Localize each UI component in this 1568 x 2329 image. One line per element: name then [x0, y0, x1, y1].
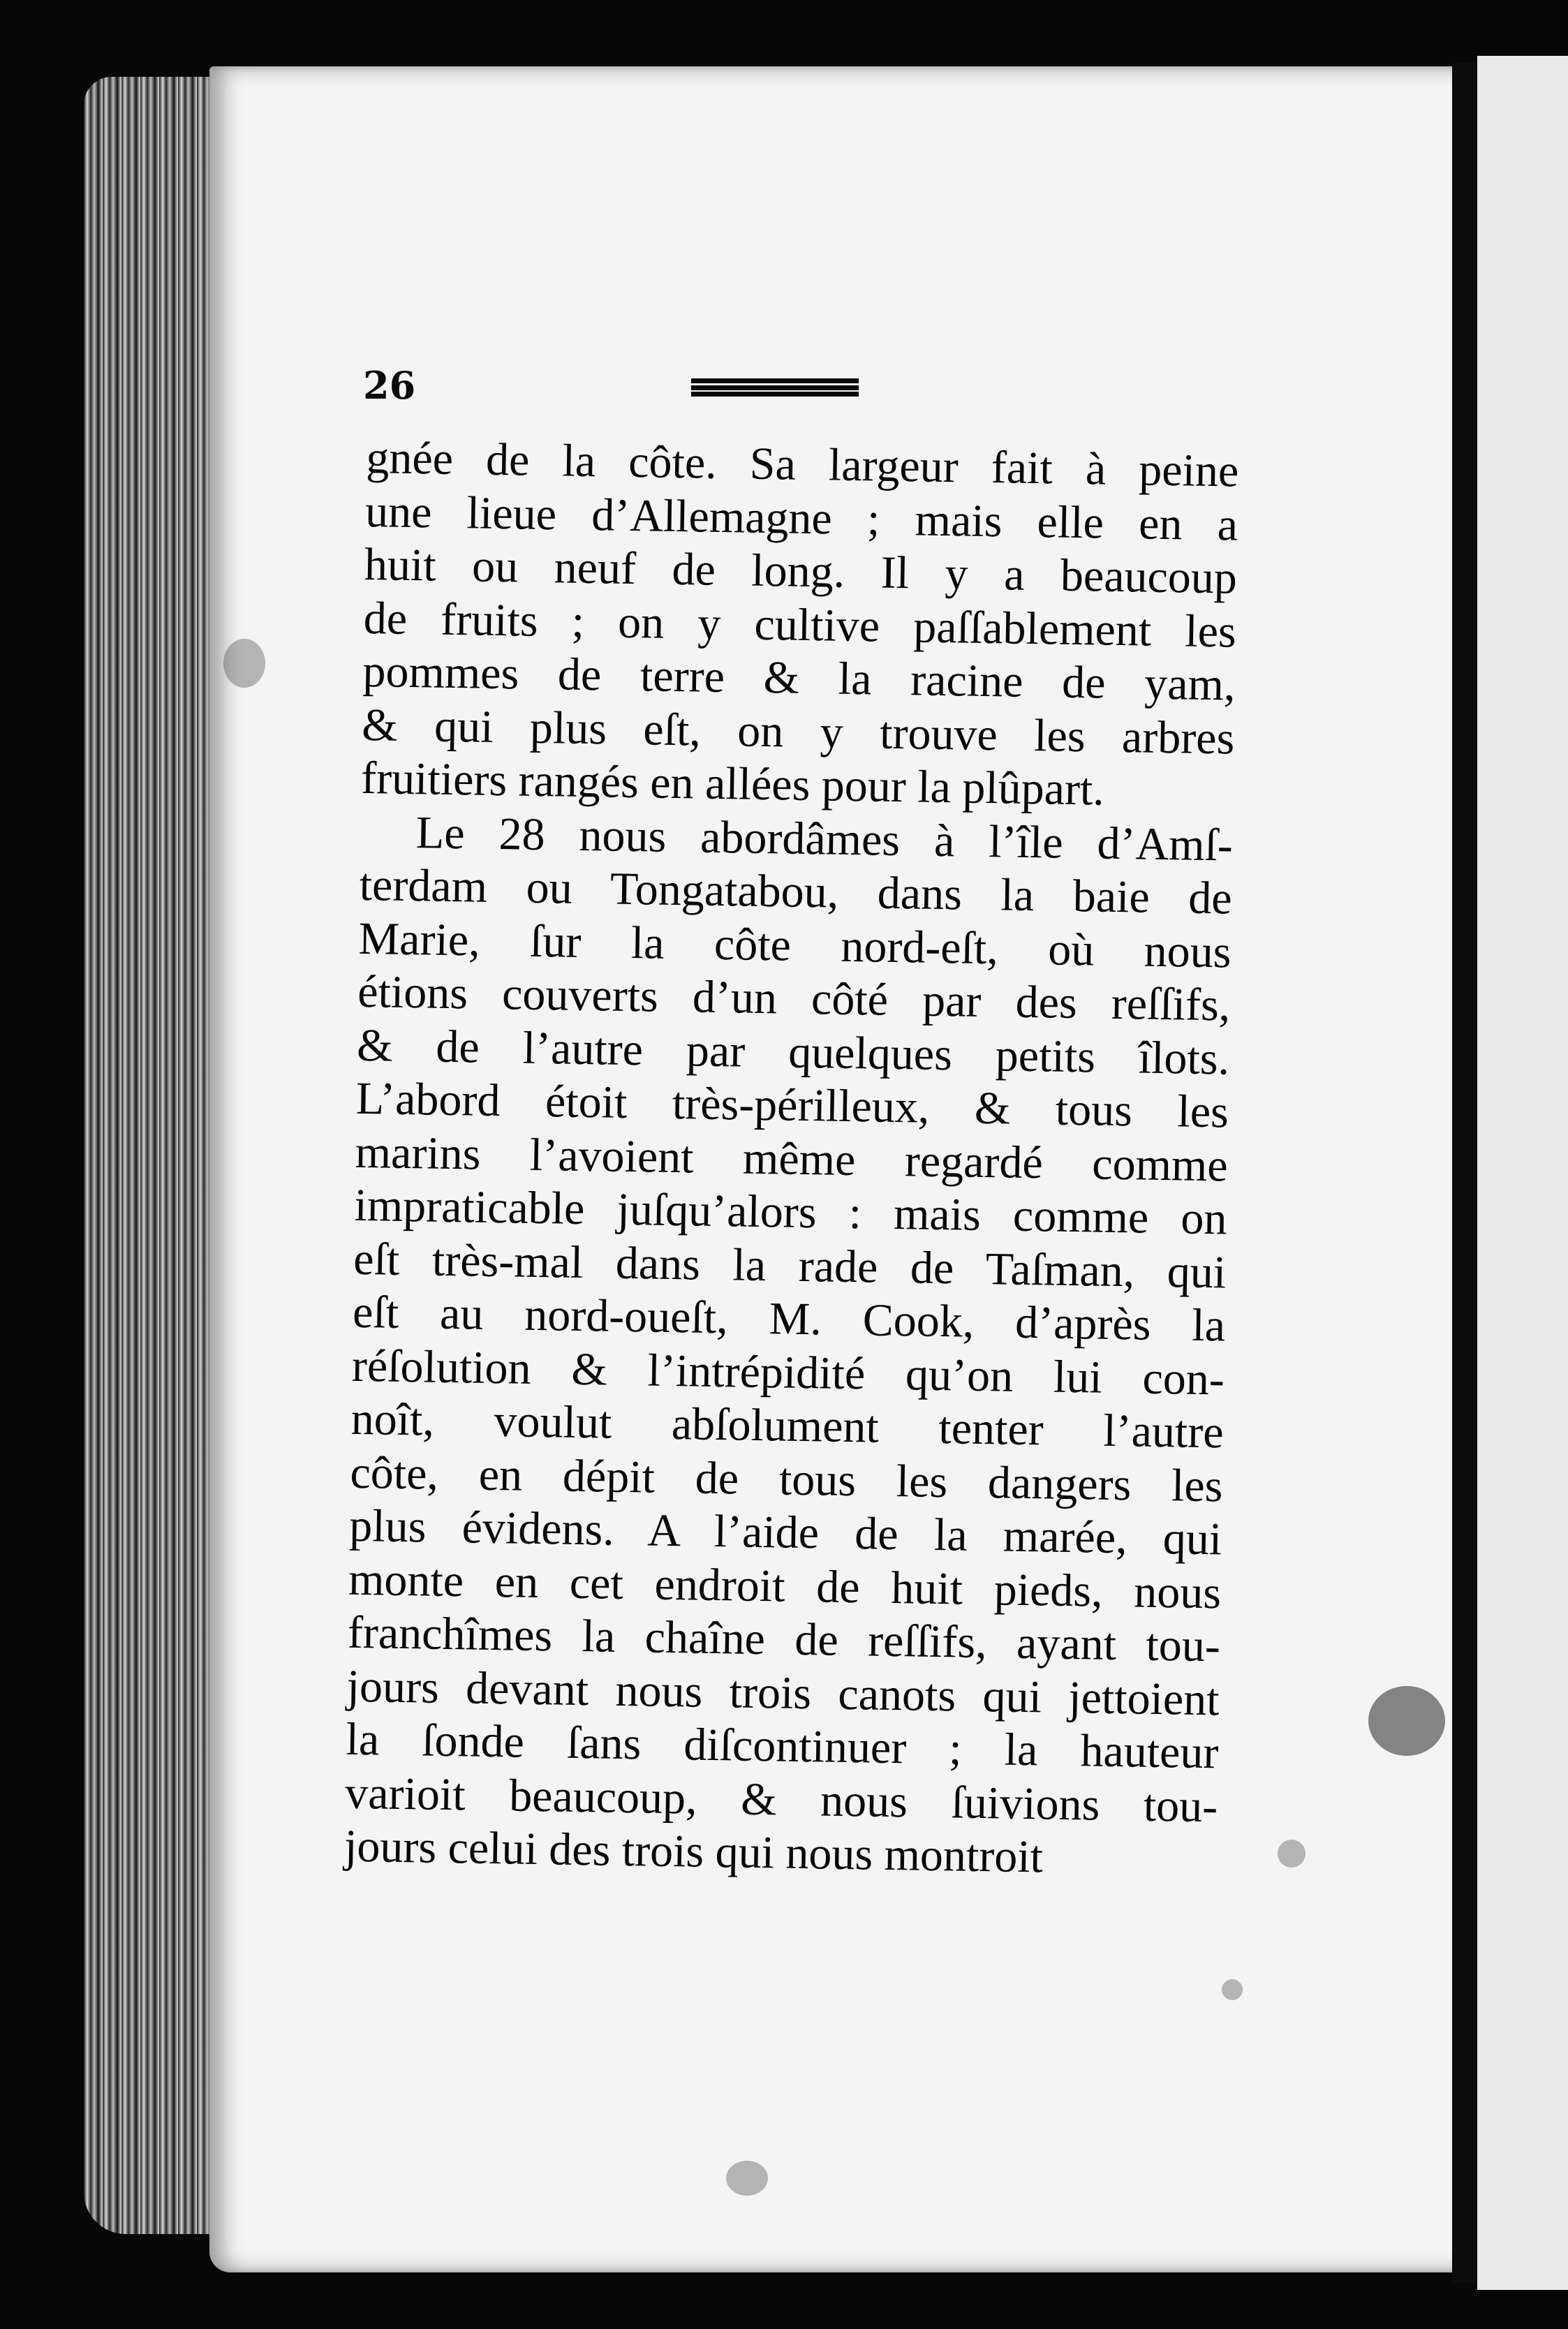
text-line: de fruits ; on y cultive paſſablement les [363, 592, 1237, 658]
text-line: Marie, ſur la côte nord-eſt, où nous [358, 912, 1232, 978]
text-line: & qui plus eſt, on y trouve les arbres [361, 699, 1235, 764]
rule-line [691, 392, 859, 397]
paper-stain [1278, 1840, 1306, 1868]
text-line: noît, voulut abſolument tenter l’autre [350, 1393, 1225, 1458]
ornamental-rule [691, 378, 859, 397]
text-line: pommes de terre & la racine de yam, [362, 645, 1236, 711]
text-line: jours devant nous trois canots qui jettoient [346, 1660, 1220, 1725]
text-line: côte, en dépit de tous les dangers les [350, 1447, 1223, 1511]
rule-line [691, 385, 859, 390]
paper-stain [223, 639, 265, 688]
text-line: la ſonde ſans diſcontinuer ; la hauteur [345, 1713, 1219, 1779]
text-line: L’abord étoit très-périlleux, & tous les [355, 1072, 1229, 1138]
paper-stain [1222, 1979, 1243, 2000]
book-fore-edge [84, 77, 223, 2234]
text-line: varioit beaucoup, & nous ſuivions tou- [344, 1767, 1218, 1832]
paper-stain [726, 2161, 768, 2196]
text-line: huit ou neuf de long. Il y a beaucoup [364, 538, 1238, 604]
text-line: réſolution & l’intrépidité qu’on lui con- [351, 1340, 1225, 1405]
facing-page-edge [1477, 56, 1568, 2290]
page-number: 26 [363, 363, 416, 408]
text-line: fruitiers rangés en allées pour la plûpart. [360, 752, 1105, 815]
text-line: marins l’avoient même regardé comme [355, 1126, 1229, 1192]
text-line: jours celui des trois qui nous montroit [343, 1820, 1044, 1883]
text-line: Le 28 nous abordâmes à l’île d’Amſ- [415, 806, 1234, 871]
text-line: étions couverts d’un côté par des reſſifs, [357, 966, 1231, 1031]
paper-stain [1368, 1686, 1445, 1756]
page-header [363, 363, 866, 419]
text-line: franchîmes la chaîne de reſſifs, ayant tou- [347, 1606, 1221, 1672]
book-gutter [1452, 63, 1477, 2283]
text-line: gnée de la côte. Sa largeur fait à peine [365, 431, 1239, 497]
text-line: impraticable juſqu’alors : mais comme on [354, 1179, 1228, 1245]
text-line: eſt au nord-oueſt, M. Cook, d’après la [352, 1286, 1226, 1352]
text-line: & de l’autre par quelques petits îlots. [356, 1019, 1230, 1085]
text-line: monte en cet endroit de huit pieds, nous [348, 1553, 1222, 1618]
rule-line [691, 378, 859, 383]
text-line: terdam ou Tongatabou, dans la baie de [359, 859, 1233, 924]
text-line: eſt très-mal dans la rade de Taſman, qui [353, 1233, 1227, 1298]
text-line: plus évidens. A l’aide de la marée, qui [348, 1500, 1222, 1565]
body-text [344, 431, 1239, 1887]
text-line: une lieue d’Allemagne ; mais elle en a [364, 485, 1238, 551]
